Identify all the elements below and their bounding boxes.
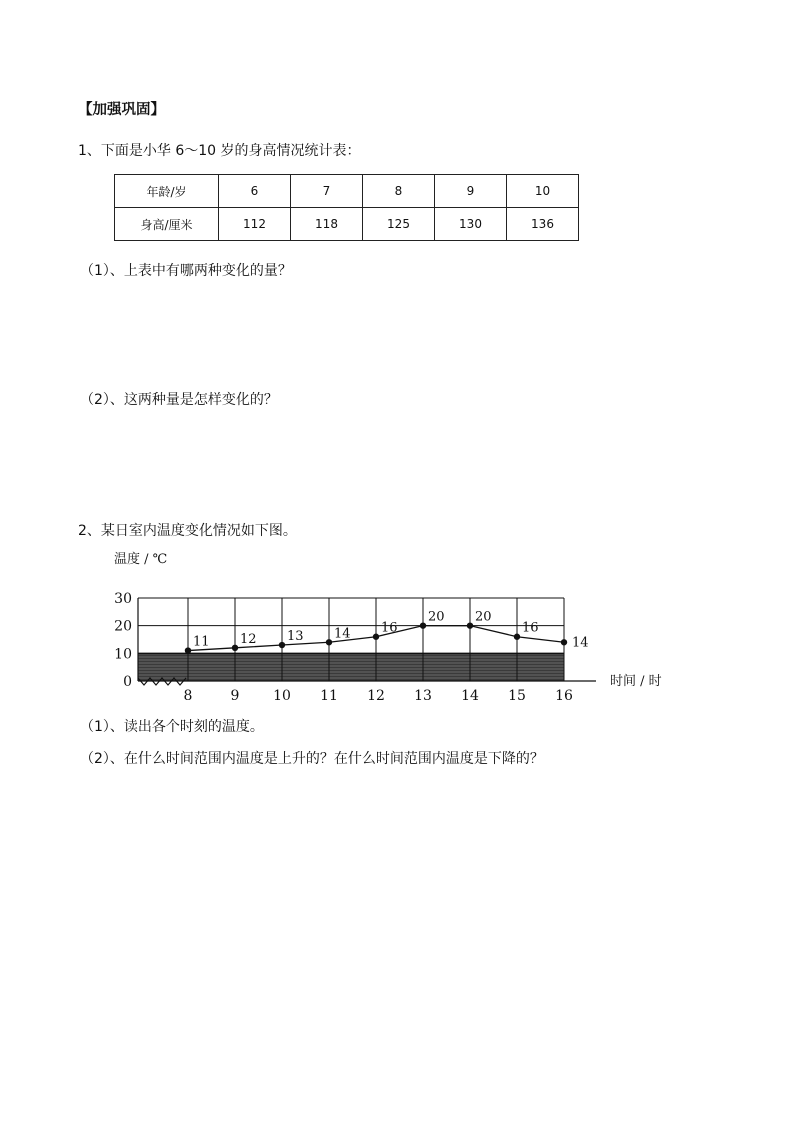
age-cell: 7	[291, 175, 363, 208]
y-tick-label: 0	[123, 674, 132, 690]
data-label: 11	[193, 634, 210, 650]
data-label: 20	[475, 609, 492, 625]
x-tick-label: 13	[414, 688, 432, 704]
x-tick-label: 14	[461, 688, 479, 704]
data-point	[467, 622, 473, 628]
x-tick-label: 12	[367, 688, 385, 704]
height-cell: 130	[435, 208, 507, 241]
data-label: 14	[334, 626, 351, 642]
age-cell: 6	[219, 175, 291, 208]
age-row	[115, 175, 579, 208]
data-label: 14	[572, 635, 589, 651]
data-point	[514, 634, 520, 640]
height-row-label: 身高/厘米	[115, 208, 219, 241]
question-1-part-1: （1）、上表中有哪两种变化的量？	[80, 263, 292, 279]
age-cell: 9	[435, 175, 507, 208]
x-axis-title: 时间 / 时	[610, 674, 662, 689]
x-tick-label: 11	[320, 688, 338, 704]
y-axis-title: 温度 / ℃	[114, 552, 168, 567]
question-1-text: 1、下面是小华 6～10 岁的身高情况统计表：	[78, 143, 361, 159]
data-point	[420, 622, 426, 628]
y-tick-label: 20	[114, 618, 132, 635]
x-tick-label: 10	[273, 688, 291, 704]
data-label: 16	[522, 620, 539, 636]
question-2-part-2: （2）、在什么时间范围内温度是上升的？在什么时间范围内温度是下降的？	[80, 751, 544, 767]
x-tick-label: 8	[183, 688, 193, 704]
temperature-chart	[108, 545, 688, 710]
x-tick-label: 15	[508, 688, 526, 704]
data-point	[232, 645, 238, 651]
age-cell: 10	[507, 175, 579, 208]
height-cell: 118	[291, 208, 363, 241]
shaded-band	[138, 653, 564, 681]
height-cell: 136	[507, 208, 579, 241]
height-cell: 125	[363, 208, 435, 241]
data-point	[279, 642, 285, 648]
height-cell: 112	[219, 208, 291, 241]
section-title: 【加强巩固】	[78, 102, 165, 118]
height-table	[114, 174, 579, 241]
data-point	[326, 639, 332, 645]
data-label: 12	[240, 631, 257, 647]
question-2-text: 2、某日室内温度变化情况如下图。	[78, 523, 297, 539]
data-label: 20	[428, 609, 445, 625]
y-tick-label: 30	[114, 591, 132, 607]
age-row-label: 年龄/岁	[115, 175, 219, 208]
age-cell: 8	[363, 175, 435, 208]
question-1-part-2: （2）、这两种量是怎样变化的？	[80, 392, 278, 408]
question-2-part-1: （1）、读出各个时刻的温度。	[80, 719, 264, 735]
x-tick-label: 9	[230, 688, 240, 704]
height-row	[115, 208, 579, 241]
y-tick-label: 10	[114, 646, 132, 663]
x-tick-label: 16	[555, 688, 573, 704]
data-point	[185, 647, 191, 653]
data-label: 16	[381, 620, 398, 636]
data-point	[373, 634, 379, 640]
data-point	[561, 639, 567, 645]
data-label: 13	[287, 629, 304, 645]
